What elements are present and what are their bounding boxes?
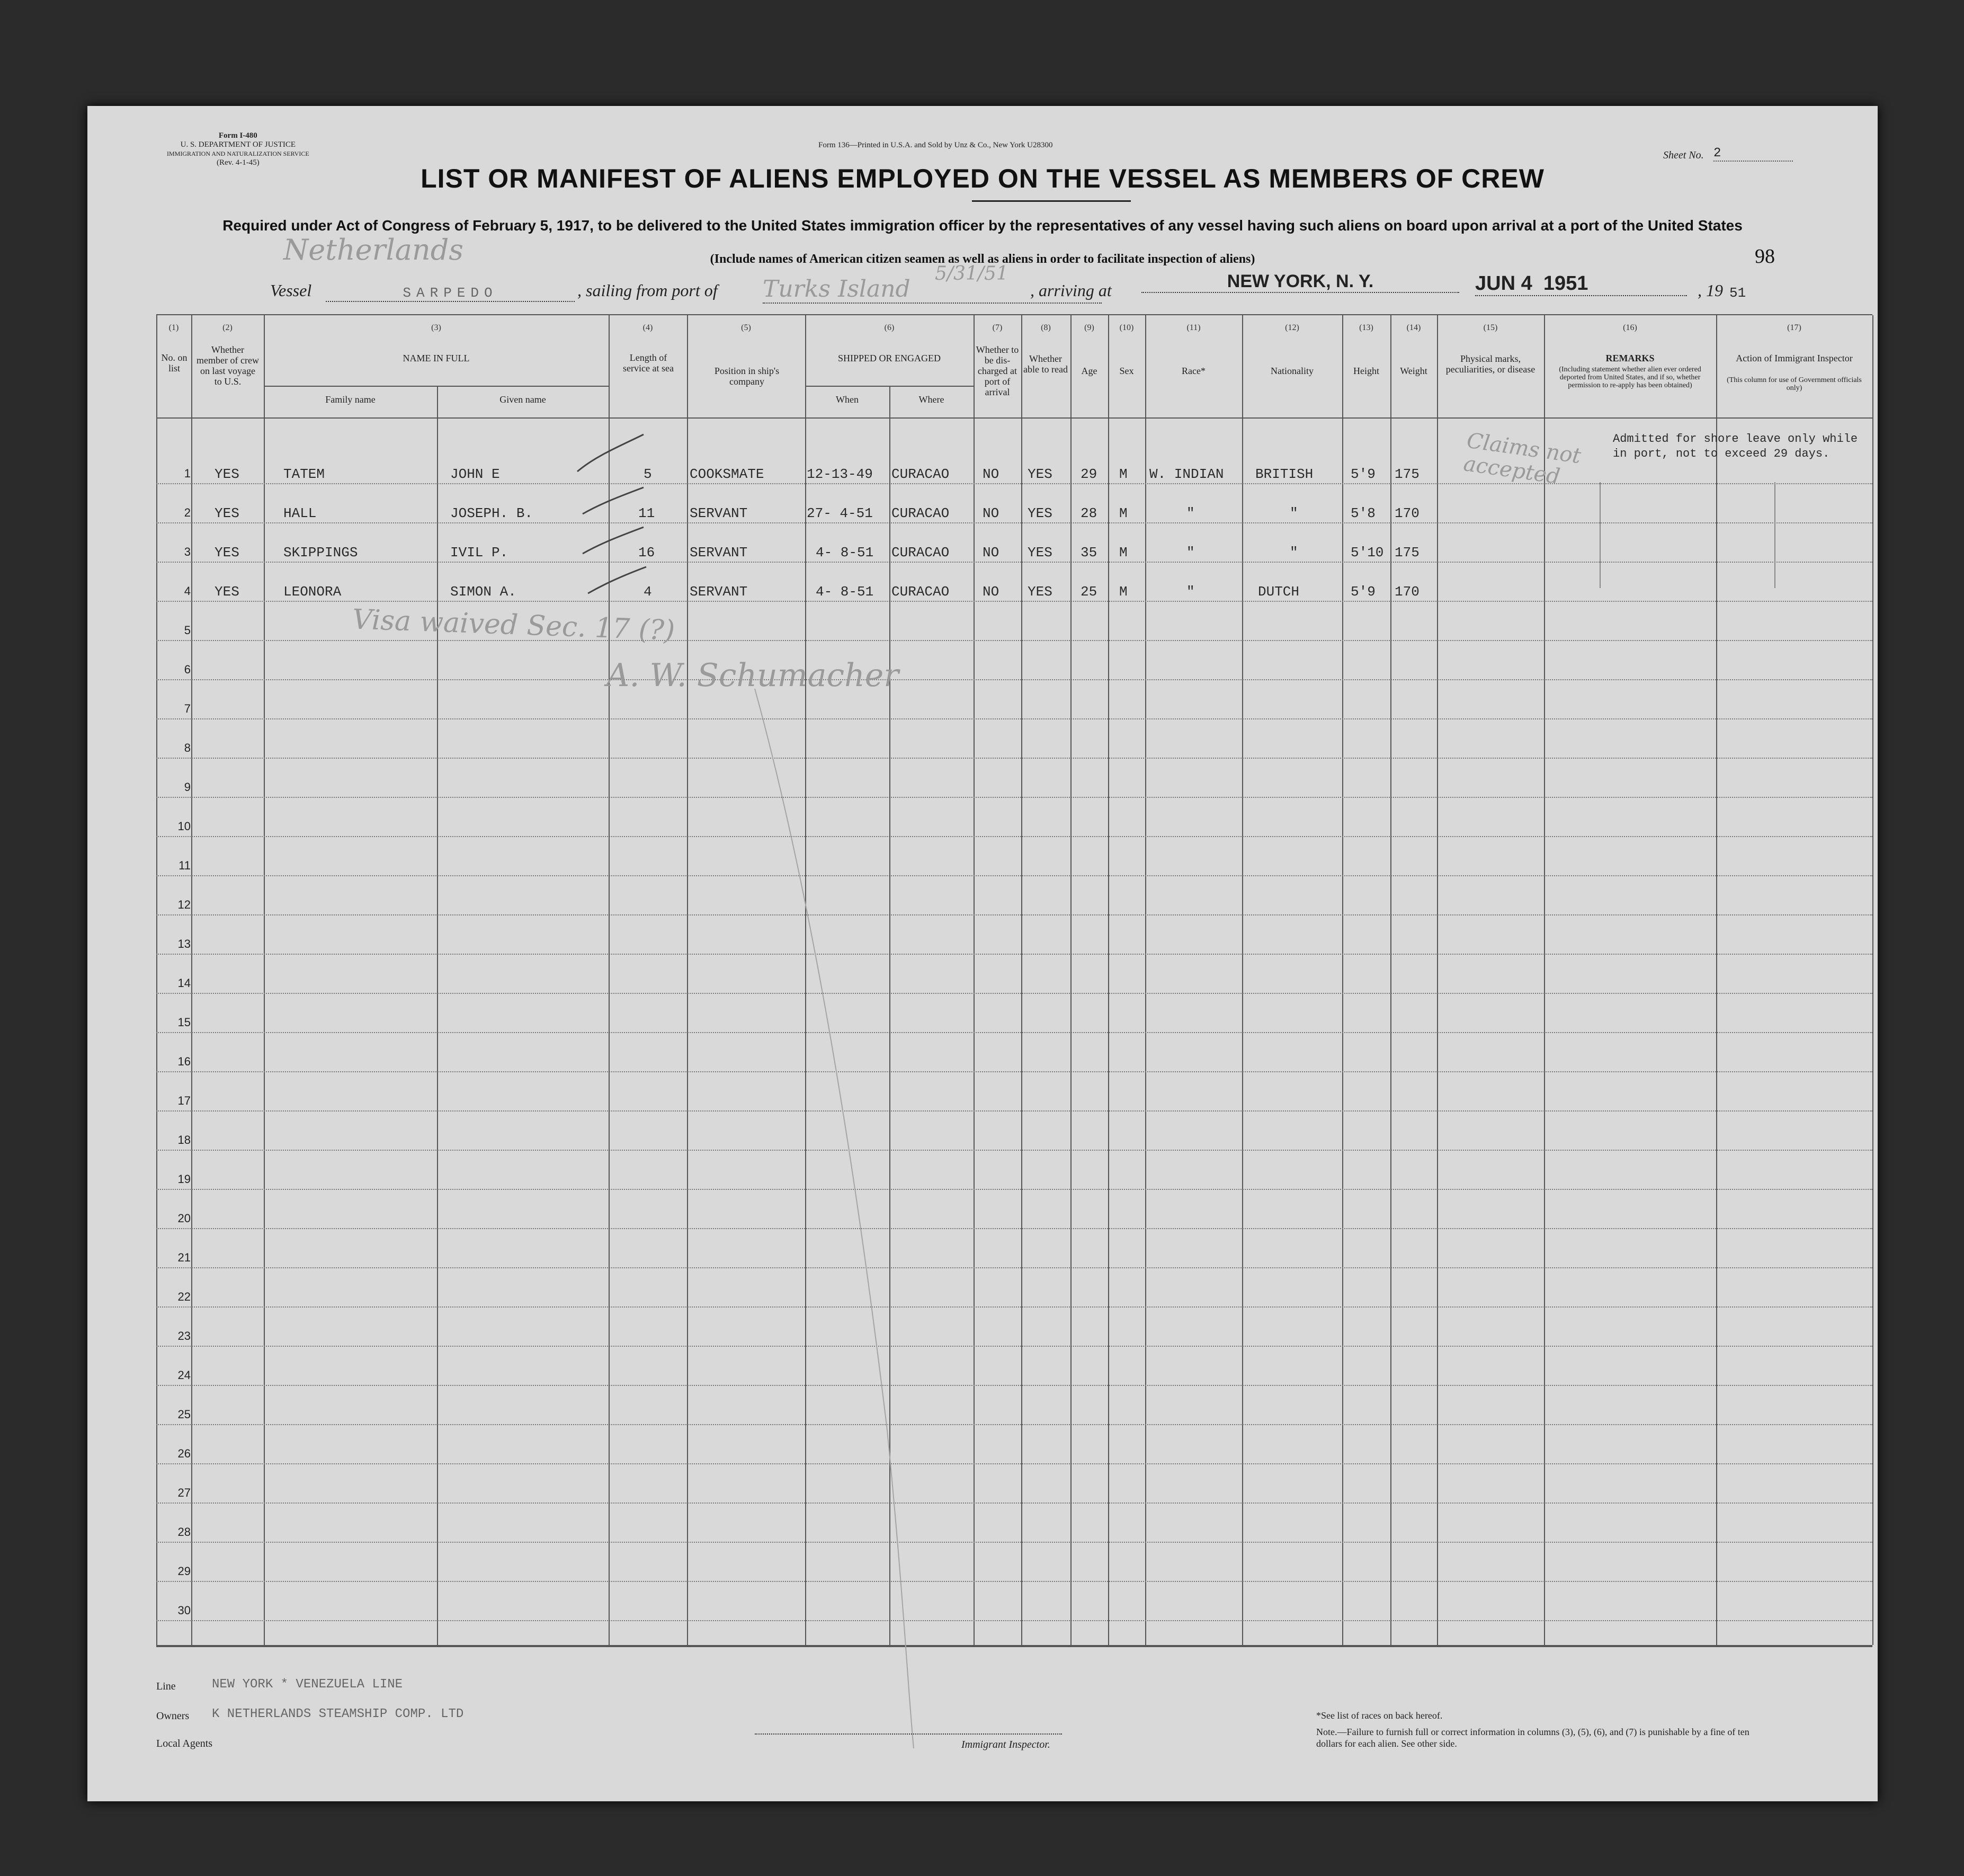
year-label: , 19 (1698, 281, 1723, 300)
inspector-signature: A. W. Schumacher (606, 657, 899, 694)
cell-position: SERVANT (690, 545, 748, 561)
cell-weight: 170 (1395, 505, 1420, 521)
cell-service: 16 (638, 545, 655, 561)
column-number: (3) (431, 323, 441, 332)
row-rule (156, 1385, 1872, 1386)
col-rule (1108, 315, 1109, 1645)
cell-age: 28 (1081, 505, 1097, 521)
include-note: (Include names of American citizen seamen as well as aliens in order to facilitate inspection of aliens) (710, 252, 1255, 266)
col-header-family-name: Family name (325, 394, 376, 405)
cell-position: SERVANT (690, 505, 748, 521)
row-number: 5 (184, 624, 191, 637)
visa-waived-note: Visa waived Sec. 17 (?) (352, 603, 676, 647)
cell-given-name: SIMON A. (450, 584, 516, 600)
cell-where: CURACAO (891, 545, 950, 561)
sheet-label: Sheet No. (1663, 149, 1704, 161)
column-number: (2) (222, 323, 233, 332)
cell-discharge: NO (983, 584, 999, 600)
row-number: 20 (177, 1212, 191, 1225)
row-number: 7 (184, 702, 191, 715)
column-number: (4) (642, 323, 653, 332)
row-number: 17 (177, 1094, 191, 1107)
row-number: 21 (177, 1251, 191, 1264)
cell-family-name: LEONORA (283, 584, 342, 600)
cell-member: YES (215, 584, 239, 600)
cell-sex: M (1119, 466, 1128, 482)
col-rule (1342, 315, 1343, 1645)
row-rule (156, 1502, 1872, 1504)
row-number: 12 (177, 898, 191, 911)
cell-service: 4 (644, 584, 652, 600)
row-number: 23 (177, 1329, 191, 1342)
arriving-label: , arriving at (1030, 281, 1112, 300)
cell-race: W. INDIAN (1149, 466, 1224, 482)
printer-line: Form 136—Printed in U.S.A. and Sold by Unz & Co., New York U28300 (818, 141, 1053, 149)
col-rule (687, 315, 688, 1645)
row-number: 15 (177, 1016, 191, 1029)
cell-nationality: " (1290, 545, 1298, 561)
note-text (1316, 1726, 1772, 1749)
remark-bracket (1774, 482, 1775, 588)
row-rule (156, 875, 1872, 876)
col-rule (1437, 315, 1438, 1645)
row-rule (156, 1542, 1872, 1543)
cell-position: SERVANT (690, 584, 748, 600)
col-header-read: Whether able to read (1023, 353, 1068, 375)
cell-race: " (1186, 545, 1195, 561)
column-number: (17) (1787, 323, 1801, 332)
line-label: Line (156, 1681, 176, 1692)
cell-read: YES (1028, 545, 1052, 561)
subheader-rule (264, 386, 609, 387)
row-rule (156, 1306, 1872, 1308)
col-header-remarks-note: (Including statement whether alien ever ordered deported from United States, and if so, whether permission to re-apply has been obtained) (1559, 366, 1701, 389)
cell-member: YES (215, 505, 239, 521)
row-rule (156, 1110, 1872, 1112)
row-number: 10 (177, 820, 191, 833)
admitted-remark: Admitted for shore leave only while in port, not to exceed 29 days. (1613, 432, 1858, 460)
required-statement: Required under Act of Congress of February 5, 1917, to be delivered to the United States immigration officer by the representatives of any vessel having such aliens on board upon arrival at a port of the United States (222, 217, 1743, 234)
page-title: LIST OR MANIFEST OF ALIENS EMPLOYED ON THE VESSEL AS MEMBERS OF CREW (421, 164, 1545, 193)
document-number: 98 (1755, 245, 1775, 268)
col-header-action: Action of Immigrant Inspector (1736, 353, 1853, 363)
cell-when: 12-13-49 (807, 466, 873, 482)
row-rule (156, 640, 1872, 641)
col-header-nationality: Nationality (1271, 366, 1314, 376)
row-number: 9 (184, 780, 191, 794)
sailing-label: , sailing from port of (577, 281, 718, 300)
department: U. S. DEPARTMENT OF JUSTICE (180, 140, 296, 149)
cell-age: 35 (1081, 545, 1097, 561)
row-rule (156, 1150, 1872, 1151)
column-number: (6) (884, 323, 895, 332)
col-header-sex: Sex (1119, 366, 1134, 376)
row-rule (156, 601, 1872, 602)
cell-discharge: NO (983, 505, 999, 521)
cell-age: 29 (1081, 466, 1097, 482)
cell-discharge: NO (983, 545, 999, 561)
column-number: (14) (1406, 323, 1421, 332)
cell-nationality: DUTCH (1258, 584, 1300, 600)
column-number: (1) (168, 323, 179, 332)
col-rule (974, 315, 975, 1645)
row-rule (156, 562, 1872, 563)
row-number: 25 (177, 1408, 191, 1421)
col-rule (1872, 315, 1873, 1645)
row-number: 11 (178, 859, 191, 872)
cell-member: YES (215, 466, 239, 482)
column-number: (12) (1285, 323, 1299, 332)
cell-family-name: HALL (283, 505, 317, 521)
col-rule (1145, 315, 1146, 1645)
cell-family-name: TATEM (283, 466, 325, 482)
col-header-race: Race* (1182, 366, 1206, 376)
service-name: IMMIGRATION AND NATURALIZATION SERVICE (167, 150, 309, 157)
row-rule (156, 1189, 1872, 1190)
row-number: 2 (184, 506, 191, 519)
row-rule (156, 1071, 1872, 1072)
row-number: 13 (177, 937, 191, 950)
col-header-name: NAME IN FULL (403, 353, 470, 363)
cell-height: 5'9 (1351, 584, 1376, 600)
row-rule (156, 836, 1872, 837)
cell-sex: M (1119, 584, 1128, 600)
col-header-remarks: REMARKS (1605, 353, 1655, 363)
col-rule (191, 315, 192, 1645)
column-number: (8) (1041, 323, 1051, 332)
subheader-rule (805, 386, 974, 387)
cell-given-name: JOHN E (450, 466, 500, 482)
col-header-service: Length of service at sea (623, 352, 674, 374)
owners-value: K NETHERLANDS STEAMSHIP COMP. LTD (212, 1707, 464, 1721)
col-header-no: No. on list (161, 352, 188, 374)
cell-service: 5 (644, 466, 652, 482)
col-header-action-note: (This column for use of Government officials only) (1727, 376, 1862, 392)
cell-race: " (1186, 505, 1195, 521)
row-number: 1 (184, 467, 191, 480)
cell-nationality: BRITISH (1255, 466, 1314, 482)
row-number: 6 (184, 663, 191, 676)
form-header (167, 131, 309, 167)
row-number: 22 (177, 1290, 191, 1303)
col-rule (1242, 315, 1243, 1645)
inspector-sign-line (755, 1733, 1062, 1735)
cell-member: YES (215, 545, 239, 561)
inspector-label: Immigrant Inspector. (961, 1739, 1050, 1750)
cell-where: CURACAO (891, 466, 950, 482)
col-rule (1021, 315, 1022, 1645)
sheet-number: 2 (1713, 146, 1793, 162)
col-rule (1390, 315, 1391, 1645)
cell-read: YES (1028, 505, 1052, 521)
cell-race: " (1186, 584, 1195, 600)
row-rule (156, 1267, 1872, 1268)
sailing-date: 5/31/51 (935, 263, 1008, 284)
cell-nationality: " (1290, 505, 1298, 521)
column-number: (16) (1623, 323, 1637, 332)
cell-sex: M (1119, 545, 1128, 561)
cell-when: 27- 4-51 (807, 505, 873, 521)
note-body: —Failure to furnish full or correct information in columns (3), (5), (6), and (7) is punishable by a fine of ten dollars for each alien. See other side. (1316, 1727, 1749, 1749)
table-top-rule (156, 314, 1872, 315)
row-number: 28 (177, 1525, 191, 1539)
cell-age: 25 (1081, 584, 1097, 600)
row-rule (156, 1346, 1872, 1347)
row-number: 18 (177, 1133, 191, 1146)
table-bottom-rule (156, 1645, 1872, 1647)
handwritten-country: Netherlands (283, 233, 463, 266)
column-number: (9) (1084, 323, 1094, 332)
column-number: (10) (1119, 323, 1134, 332)
col-header-weight: Weight (1400, 366, 1427, 376)
row-rule (156, 993, 1872, 994)
arrival-date-stamp: JUN 4 1951 (1475, 272, 1687, 296)
row-rule (156, 522, 1872, 523)
row-number: 8 (184, 741, 191, 754)
tally-strokes (575, 424, 659, 615)
col-header-member: Whether member of crew on last voyage to U.S. (197, 344, 259, 387)
column-number: (15) (1483, 323, 1498, 332)
column-number: (5) (741, 323, 751, 332)
remark-bracket (1600, 482, 1601, 588)
col-rule (1716, 315, 1717, 1645)
col-header-when: When (836, 394, 859, 405)
row-number: 30 (177, 1604, 191, 1617)
arriving-port: NEW YORK, N. Y. (1141, 271, 1459, 293)
cell-sex: M (1119, 505, 1128, 521)
revision: (Rev. 4-1-45) (217, 158, 260, 167)
cell-height: 5'10 (1351, 545, 1384, 561)
cell-where: CURACAO (891, 505, 950, 521)
cell-when: 4- 8-51 (816, 545, 874, 561)
vessel-label: Vessel (270, 281, 312, 300)
cell-height: 5'8 (1351, 505, 1376, 521)
col-rule (437, 387, 438, 1645)
column-number: (13) (1359, 323, 1373, 332)
signature-stroke (749, 689, 961, 1748)
col-header-discharged: Whether to be dis-charged at port of arrival (976, 344, 1019, 397)
cell-family-name: SKIPPINGS (283, 545, 358, 561)
row-rule (156, 914, 1872, 915)
col-header-shipped: SHIPPED OR ENGAGED (837, 353, 941, 363)
col-rule (1070, 315, 1072, 1645)
col-header-age: Age (1081, 366, 1097, 376)
cell-position: COOKSMATE (690, 466, 764, 482)
col-header-where: Where (918, 394, 944, 405)
column-number: (11) (1186, 323, 1201, 332)
col-rule (264, 315, 265, 1645)
row-number: 26 (177, 1447, 191, 1460)
row-rule (156, 797, 1872, 798)
col-rule (1544, 315, 1545, 1645)
column-number: (7) (992, 323, 1003, 332)
cell-height: 5'9 (1351, 466, 1376, 482)
header-bottom-rule (156, 417, 1872, 419)
col-header-position: Position in ship's company (714, 366, 780, 387)
vessel-name: SARPEDO (326, 285, 575, 302)
sailing-port: Turks Island (763, 275, 1102, 304)
agents-label: Local Agents (156, 1738, 213, 1749)
row-rule (156, 1424, 1872, 1425)
row-number: 19 (177, 1172, 191, 1186)
row-number: 24 (177, 1368, 191, 1382)
cell-discharge: NO (983, 466, 999, 482)
row-rule (156, 718, 1872, 719)
cell-given-name: JOSEPH. B. (450, 505, 533, 521)
line-value: NEW YORK * VENEZUELA LINE (212, 1677, 403, 1692)
cell-weight: 170 (1395, 584, 1420, 600)
row-rule (156, 1581, 1872, 1582)
row-number: 29 (177, 1564, 191, 1578)
row-rule (156, 679, 1872, 680)
cell-read: YES (1028, 466, 1052, 482)
races-note: *See list of races on back hereof. (1316, 1710, 1443, 1721)
row-number: 14 (177, 976, 191, 990)
manifest-sheet (87, 106, 1878, 1801)
cell-given-name: IVIL P. (450, 545, 508, 561)
note-label: Note. (1316, 1727, 1337, 1737)
year-value: 51 (1729, 285, 1746, 301)
cell-where: CURACAO (891, 584, 950, 600)
row-number: 4 (184, 584, 191, 598)
claims-note: Claims not accepted (1462, 428, 1583, 490)
form-number: Form I-480 (218, 131, 257, 140)
title-underline (972, 200, 1131, 202)
cell-weight: 175 (1395, 545, 1420, 561)
row-number: 16 (177, 1055, 191, 1068)
cell-service: 11 (638, 505, 655, 521)
row-rule (156, 954, 1872, 955)
row-rule (156, 1032, 1872, 1033)
cell-read: YES (1028, 584, 1052, 600)
row-rule (156, 758, 1872, 759)
cell-when: 4- 8-51 (816, 584, 874, 600)
row-rule (156, 1620, 1872, 1621)
owners-label: Owners (156, 1710, 190, 1722)
row-rule (156, 1228, 1872, 1229)
row-number: 27 (177, 1486, 191, 1499)
row-rule (156, 1463, 1872, 1464)
row-number: 3 (184, 545, 191, 558)
col-header-physical: Physical marks, peculiarities, or disease (1445, 353, 1536, 375)
col-header-height: Height (1353, 366, 1379, 376)
col-header-given-name: Given name (499, 394, 546, 405)
cell-weight: 175 (1395, 466, 1420, 482)
